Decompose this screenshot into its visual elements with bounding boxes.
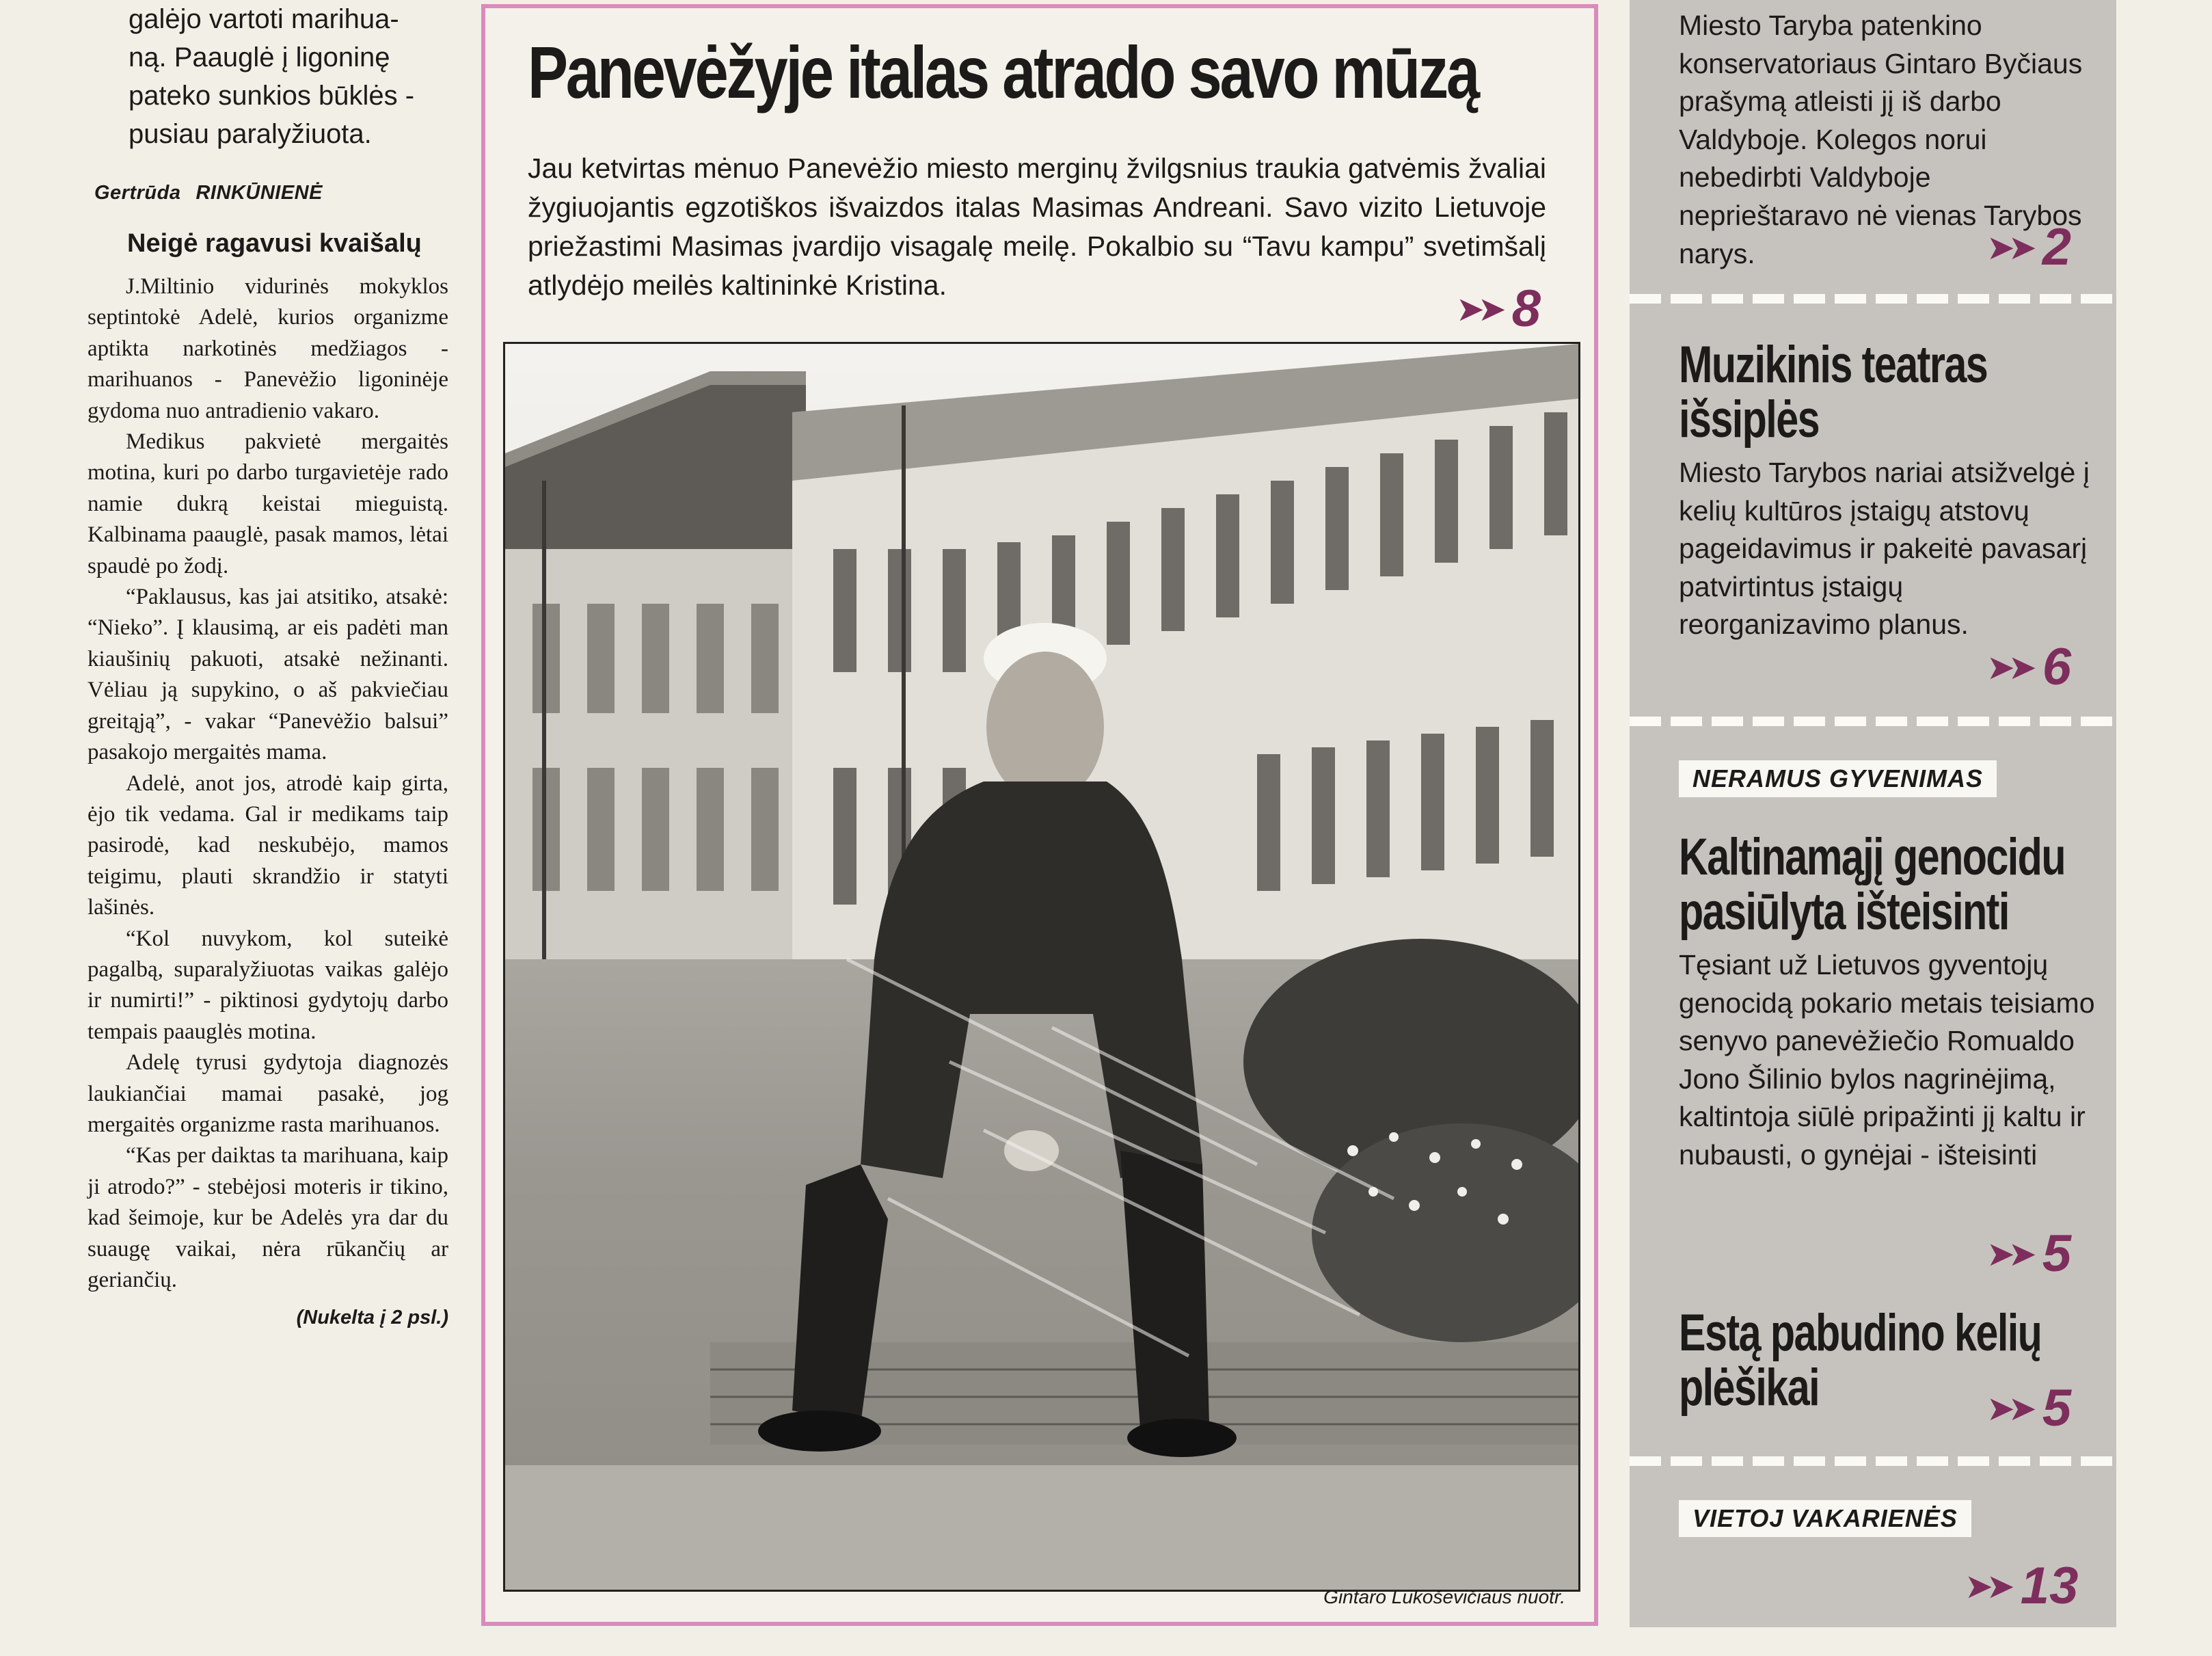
section-tag: VIETOJ VAKARIENĖS — [1679, 1500, 1971, 1537]
continued-note: (Nukelta į 2 psl.) — [296, 1307, 448, 1329]
intro-line: pusiau paralyžiuota. — [129, 119, 372, 149]
section-divider — [1630, 1456, 2116, 1466]
byline-surname: RINKŪNIENĖ — [195, 182, 323, 204]
page-reference[interactable] — [1986, 637, 2071, 697]
article-intro-continuation — [129, 0, 448, 153]
sidebar-headline: Kaltinamąjį genocidu — [1679, 828, 2065, 886]
feature-headline: Panevėžyje italas atrado savo mūzą — [528, 31, 1478, 113]
sidebar-headline: Muzikinis teatras — [1679, 336, 1988, 394]
sidebar-item-genocide — [1679, 830, 2096, 1175]
body-paragraph: “Kas per daiktas ta marihuana, kaip ji atrodo?” - stebėjosi moteris ir tikino, kad šeimoje, kur be Adelės yra dar du suaugę vaikai, nėra rūkančių ar geriančių. — [87, 1143, 448, 1292]
sidebar-headline: plėšikai — [1679, 1359, 1820, 1417]
page-number: 13 — [2020, 1557, 2079, 1615]
photo-credit: Gintaro Lukoševičiaus nuotr. — [1323, 1586, 1565, 1607]
page-reference[interactable] — [1986, 1224, 2071, 1283]
section-divider — [1630, 294, 2116, 304]
page-reference[interactable] — [1965, 1556, 2078, 1616]
photo-man-sitting-street — [505, 344, 1578, 1590]
page-number: 5 — [2042, 1225, 2072, 1283]
page-reference[interactable] — [1986, 1378, 2071, 1438]
sidebar-headline: pasiūlyta išteisinti — [1679, 883, 2009, 941]
page-reference[interactable] — [1986, 217, 2071, 277]
sidebar-item-text: Miesto Taryba patenkino konservatoriaus Gintaro Byčiaus prašymą atleisti jį iš darbo Valdyboje. Kolegos norui nebedirbti Valdyboje neprieštaravo nė vienas Tarybos narys. — [1679, 10, 2083, 269]
double-arrow-icon: ➤➤ — [1986, 647, 2030, 686]
intro-line: pateko sunkios būklės - — [129, 81, 415, 111]
intro-line: ną. Paauglė į ligoninę — [129, 42, 390, 72]
byline-first-name: Gertrūda — [94, 182, 181, 204]
body-paragraph: “Kol nuvykom, kol suteikė pagalbą, suparalyžiuotas vaikas galėjo ir numirti!” - piktinosi gydytojų darbo tempais paauglės motina. — [87, 926, 448, 1044]
sidebar-item-text: Tęsiant už Lietuvos gyventojų genocidą pokario metais teisiamo senyvo panevėžiečio Romualdo Jono Šilinio bylos nagrinėjimą, kaltintoja siūlė pripažinti jį kaltu ir nubausti, o gynėjai - išteisinti — [1679, 949, 2095, 1171]
left-article — [87, 0, 448, 1329]
page-number: 2 — [2042, 218, 2072, 276]
page-number: 6 — [2042, 638, 2072, 696]
sidebar-item-theatre — [1679, 338, 2096, 644]
sidebar-headline: išsiplės — [1679, 390, 1820, 449]
feature-lead: Jau ketvirtas mėnuo Panevėžio miesto merginų žvilgsnius traukia gatvėmis žvaliai žygiuojantis egzotiškos išvaizdos italas Masimas Andreani. Savo vizito Lietuvoje priežastimi Masimas įvardijo visagalę meilę. Pokalbio su “Tavu kampu” svetimšalį atlydėjo meilės kaltininkė Kristina. — [528, 152, 1546, 301]
body-paragraph: Medikus pakvietė mergaitės motina, kuri po darbo turgavietėje rado namie dukrą keistai mieguistą. Kalbinama paauglė, pasak mamos, lėtai spaudė po žodį. — [87, 429, 448, 578]
double-arrow-icon: ➤➤ — [1986, 228, 2030, 267]
body-paragraph: “Paklausus, kas jai atsitiko, atsakė: “Nieko”. Į klausimą, ar eis padėti man kiaušinių pakuoti, atsakė nežinanti. Vėliau ją supykino, o aš pakviečiau greitąją”, - vakar “Panevėžio balsui” pasakojo mergaitės mama. — [87, 585, 448, 765]
article-subhead: Neigė ragavusi kvaišalų — [127, 229, 422, 258]
double-arrow-icon: ➤➤ — [1965, 1566, 2008, 1605]
byline — [94, 182, 448, 204]
sidebar-item-text: Miesto Tarybos nariai atsižvelgė į kelių kultūros įstaigų atstovų pageidavimus ir pakeitė pavasarį patvirtintus įstaigų reorganizavimo planus. — [1679, 457, 2090, 641]
page-number: 8 — [1511, 280, 1541, 338]
page-reference[interactable] — [1456, 279, 1541, 338]
body-paragraph: Adelė, anot jos, atrodė kaip girta, ėjo tik vedama. Gal ir medikams taip pasirodė, kad neskubėjo, mamos teigimu, plauti skrandžio ir statyti lašinės. — [87, 771, 448, 920]
article-body — [87, 271, 448, 1296]
double-arrow-icon: ➤➤ — [1456, 289, 1500, 328]
double-arrow-icon: ➤➤ — [1986, 1389, 2030, 1428]
double-arrow-icon: ➤➤ — [1986, 1234, 2030, 1273]
body-paragraph: Adelę tyrusi gydytoja diagnozės laukiančiai mamai pasakė, jog mergaitės organizme rasta marihuanos. — [87, 1050, 448, 1137]
intro-line: galėjo vartoti marihua- — [129, 4, 399, 34]
section-tag: NERAMUS GYVENIMAS — [1679, 760, 1997, 797]
section-divider — [1630, 717, 2116, 726]
page-number: 5 — [2042, 1379, 2072, 1437]
body-paragraph: J.Miltinio vidurinės mokyklos septintokė Adelė, kurios organizme aptikta narkotinės medžiagos - marihuanos - Panevėžio ligoninėje gydoma nuo antradienio vakaro. — [87, 274, 448, 423]
feature-story — [481, 4, 1598, 1626]
news-sidebar — [1630, 0, 2116, 1627]
feature-photo — [503, 342, 1580, 1592]
sidebar-headline: Estą pabudino kelių — [1679, 1304, 2042, 1362]
